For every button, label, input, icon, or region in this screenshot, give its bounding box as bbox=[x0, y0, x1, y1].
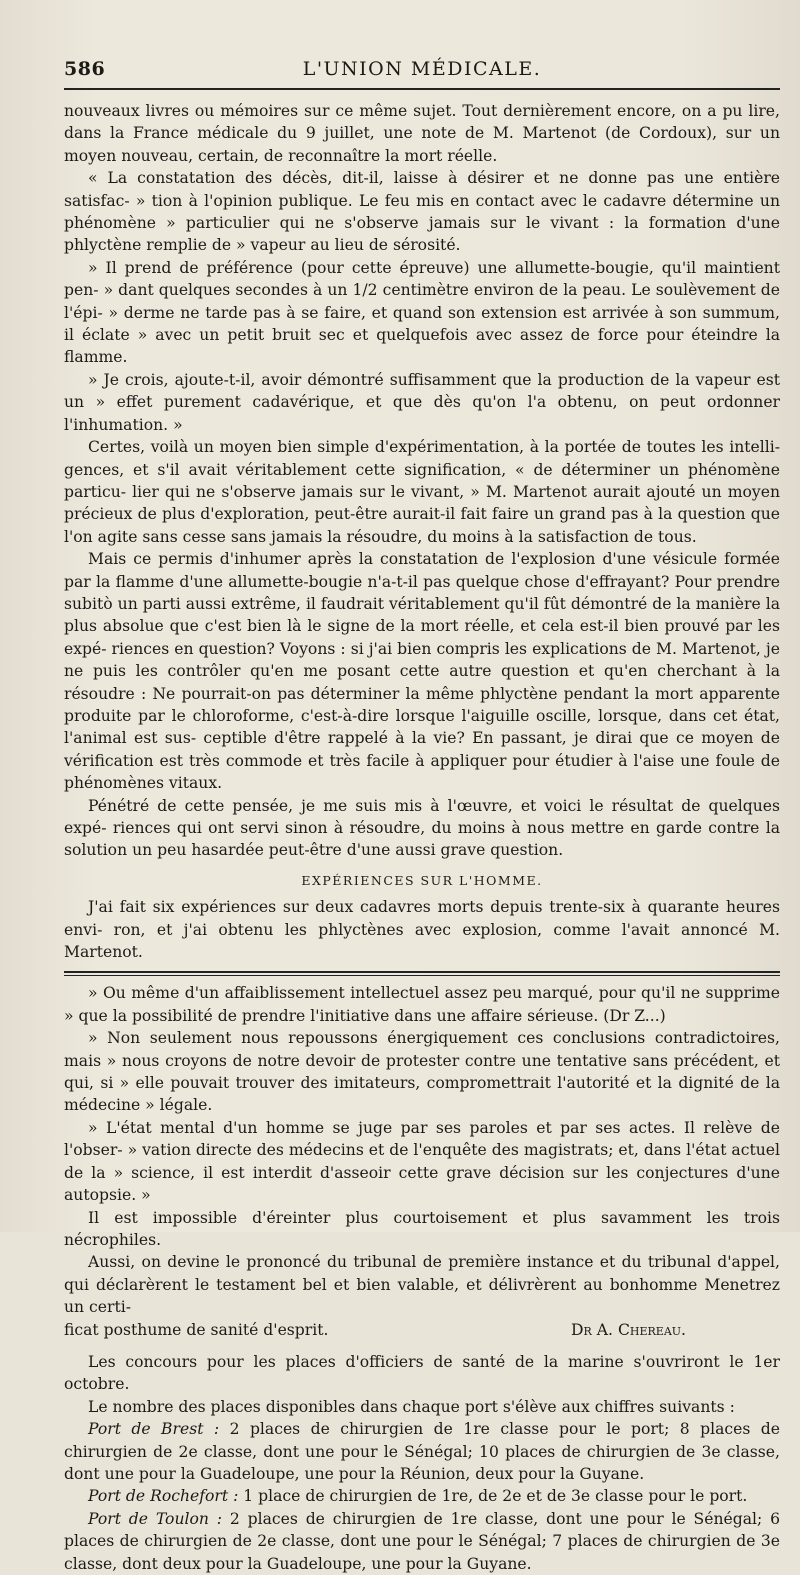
article-paragraph: Mais ce permis d'inhumer après la constatation de l'explosion d'une vésicule formée par la flamme d'une allumette-bougie n'a-t-il pas quelque chose d'effrayant? Pour prendre subitò un parti aussi extrême, il faudrait véritablement qu'il fût démontré de la manière la plus absolue que c'est bien là le signe de la mort réelle, et cela est-il bien prouvé par les expé- riences en question? Voyons : si j'ai bien compris les explications de M. Martenot, je ne puis les contrôler qu'en me posant cette autre question et qu'en cherchant à la résoudre : Ne pourrait-on pas déterminer la même phlyctène pendant la mort apparente produite par le chloroforme, c'est-à-dire lorsque l'aiguille oscille, lorsque, dans cet état, l'animal est sus- ceptible d'être rappelé à la vie? En passant, je dirai que ce moyen de vérification est très commode et très facile à appliquer pour étudier à l'aise une foule de phénomènes vitaux. bbox=[64, 550, 780, 793]
author-signature: Dr A. Chereau. bbox=[571, 1320, 686, 1339]
article-paragraph: J'ai fait six expériences sur deux cadavres morts depuis trente-six à quarante heures envi- ron, et j'ai obtenu les phlyctènes avec explosion, comme l'avait annoncé M. Martenot. bbox=[64, 898, 780, 962]
article-paragraph: nouveaux livres ou mémoires sur ce même sujet. Tout dernièrement encore, on a pu lire, dans la France médicale du 9 juillet, une note de M. Martenot (de Cordoux), sur un moyen nouveau, certain, de reconnaître la mort réelle. bbox=[64, 102, 780, 165]
page-number: 586 bbox=[64, 58, 106, 80]
section-divider bbox=[64, 971, 780, 976]
page-header bbox=[64, 58, 780, 90]
quote-paragraph: » Ou même d'un affaiblissement intellectuel assez peu marqué, pour qu'il ne supprime » que la possibilité de prendre l'initiative dans une affaire sérieuse. (Dr Z...) bbox=[64, 984, 780, 1025]
quote-paragraph: » Il prend de préférence (pour cette épreuve) une allumette-bougie, qu'il maintient pen- » dant quelques secondes à un 1/2 centimètre environ de la peau. Le soulèvement de l'épi- » derme ne tarde pas à se faire, et quand son extension est arrivée à son summum, il éclate » avec un petit bruit sec et quelquefois avec assez de force pour éteindre la flamme. bbox=[64, 258, 780, 367]
article-paragraph: Pénétré de cette pensée, je me suis mis à l'œuvre, et voici le résultat de quelques expé- riences qui ont servi sinon à résoudre, du moins à nous mettre en garde contre la solution un peu hasardée peut-être d'une aussi grave question. bbox=[64, 796, 780, 860]
quote-paragraph: » Je crois, ajoute-t-il, avoir démontré suffisamment que la production de la vapeur est un » effet purement cadavérique, et que dès qu'on l'a obtenu, on peut ordonner l'inhumation. » bbox=[64, 370, 780, 434]
article-body bbox=[64, 100, 780, 963]
quote-paragraph: » L'état mental d'un homme se juge par ses paroles et par ses actes. Il relève de l'obser- » vation directe des médecins et de l'enquête des magistrats; et, dans l'état actuel de la » science, il est interdit d'asseoir cette grave décision sur les conjectures d'une autopsie. » bbox=[64, 1118, 780, 1205]
section-title: EXPÉRIENCES SUR L'HOMME. bbox=[301, 872, 543, 888]
port-entry-rochefort bbox=[64, 1485, 780, 1507]
news-section bbox=[64, 1351, 780, 1575]
news-paragraph: Les concours pour les places d'officiers de santé de la marine s'ouvriront le 1er octobre. bbox=[64, 1352, 780, 1394]
port-label: Port de Rochefort : bbox=[88, 1487, 239, 1506]
closing-text: ficat posthume de sanité d'esprit. bbox=[64, 1320, 329, 1339]
port-entry-toulon bbox=[64, 1508, 780, 1575]
port-label: Port de Brest : bbox=[88, 1420, 220, 1439]
port-text: 2 places de chirurgien de 1re classe pour le port; 8 places de chirurgien de 2e classe, dont une pour le Sénégal; 10 places de chirurgien de 3e classe, dont une pour la Guadeloupe, une pour la Réunion, deux pour la Guyane. bbox=[64, 1420, 780, 1483]
running-head: L'UNION MÉDICALE. bbox=[302, 58, 542, 80]
article-paragraph: Il est impossible d'éreinter plus courtoisement et plus savamment les trois nécrophiles. bbox=[64, 1208, 780, 1249]
article-paragraph: Certes, voilà un moyen bien simple d'expérimentation, à la portée de toutes les intelli- gences, et s'il avait véritablement cette signification, « de déterminer un phénomène particu- lier qui ne s'observe jamais sur le vivant, » M. Martenot aurait ajouté un moyen précieux de plus d'exploration, peut-être aurait-il fait faire un grand pas à la question que l'on agite sans cesse sans jamais la résoudre, du moins à la satisfaction de tous. bbox=[64, 438, 780, 546]
news-paragraph: Le nombre des places disponibles dans chaque port s'élève aux chiffres suivants : bbox=[88, 1397, 735, 1416]
port-text: 2 places de chirurgien de 1re classe, dont une pour le Sénégal; 6 places de chirurgien de 2e classe, dont une pour le Sénégal; 7 places de chirurgien de 3e classe, dont deux pour la Guadeloupe, une pour la Guyane. bbox=[64, 1509, 781, 1573]
port-text: 1 place de chirurgien de 1re, de 2e et de 3e classe pour le port. bbox=[238, 1487, 748, 1506]
port-entry-brest bbox=[64, 1418, 780, 1485]
second-article bbox=[64, 982, 780, 1341]
port-label: Port de Toulon : bbox=[88, 1509, 223, 1528]
quote-paragraph: « La constatation des décès, dit-il, laisse à désirer et ne donne pas une entière satisfac- » tion à l'opinion publique. Le feu mis en contact avec le cadavre détermine un phénomène » particulier qui ne s'observe jamais sur le vivant : la formation d'une phlyctène remplie de » vapeur au lieu de sérosité. bbox=[64, 169, 780, 255]
closing-line bbox=[64, 1319, 780, 1341]
quote-paragraph: » Non seulement nous repoussons énergiquement ces conclusions contradictoires, mais » nous croyons de notre devoir de protester contre une tentative sans précédent, et qui, si » elle pouvait trouver des imitateurs, compromettrait l'autorité et la dignité de la médecine » légale. bbox=[64, 1029, 780, 1115]
article-paragraph: Aussi, on devine le prononcé du tribunal de première instance et du tribunal d'appel, qui déclarèrent le testament bel et bien valable, et délivrèrent au bonhomme Menetrez un certi- bbox=[64, 1253, 780, 1317]
